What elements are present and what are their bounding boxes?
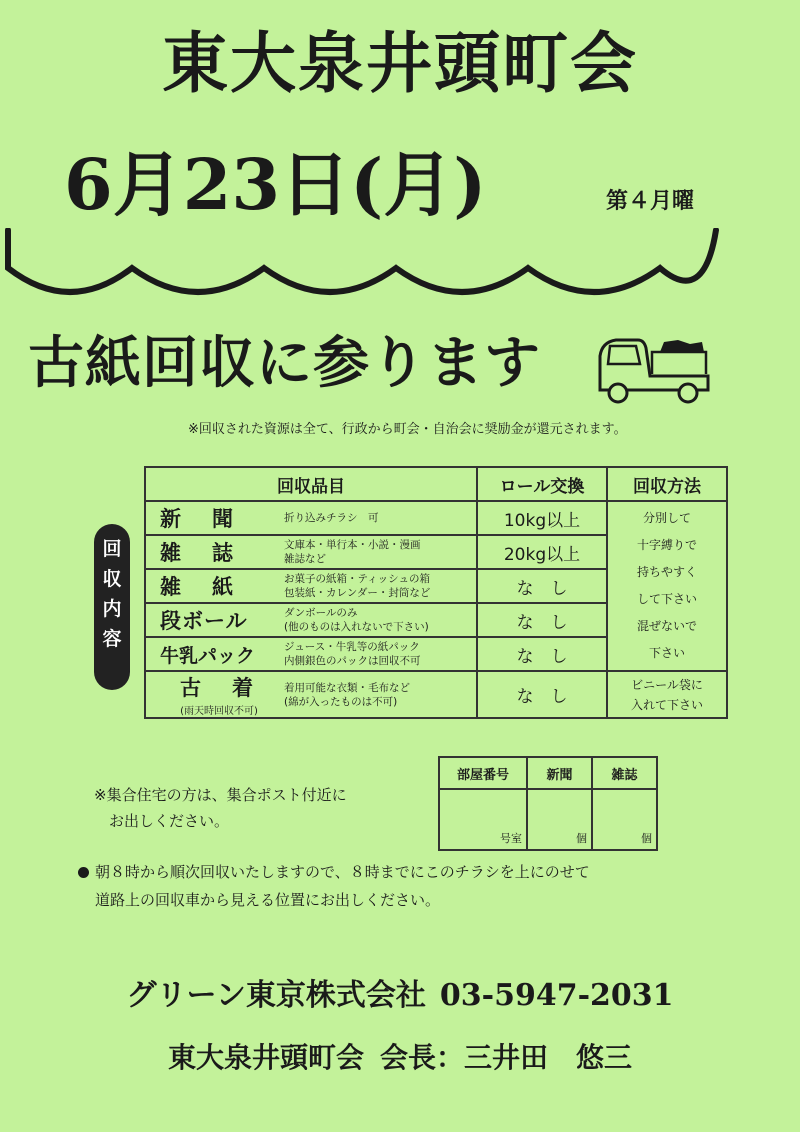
chair-name: 会長：三井田 悠三 (380, 1041, 633, 1074)
newspaper-count-field[interactable]: 個 (527, 789, 592, 850)
org-title: 東大泉井頭町会 (162, 24, 638, 102)
item-cell (145, 501, 477, 535)
item-name: 牛乳パック (160, 644, 256, 667)
apartment-note: ※集合住宅の方は、集合ポスト付近に お出しください。 (94, 786, 347, 830)
form-header-room: 部屋番号 (439, 757, 527, 789)
item-detail: 着用可能な衣類・毛布など (綿が入ったものは不可) (284, 681, 410, 708)
company-line (0, 970, 800, 1014)
header-method: 回収方法 (607, 467, 727, 501)
item-cell (145, 603, 477, 637)
headline: 古紙回収に参ります (28, 331, 541, 396)
collection-date: 6月23日(月) (64, 143, 487, 226)
method-clothes: ビニール袋に 入れて下さい (607, 671, 727, 718)
table-row (145, 671, 727, 718)
company-name: グリーン東京株式会社 (126, 978, 426, 1013)
roll-exchange: 10kg以上 (477, 501, 607, 535)
subsidy-note: ※回収された資源は全て、行政から町会・自治会に奨励金が還元されます。 (188, 422, 627, 437)
item-detail: お菓子の紙箱・ティッシュの箱 包装紙・カレンダー・封筒など (284, 573, 431, 599)
form-header-magazine: 雑誌 (592, 757, 657, 789)
truck-icon (594, 330, 714, 406)
chair-line (0, 1036, 800, 1076)
roll-exchange: な し (477, 671, 607, 718)
roll-exchange: な し (477, 637, 607, 671)
item-name: 雑 紙 (160, 575, 238, 599)
item-detail: 文庫本・単行本・小説・漫画 雑誌など (284, 539, 421, 565)
item-name (146, 672, 278, 717)
item-cell (145, 671, 477, 718)
item-cell (145, 535, 477, 569)
fill-in-form (438, 756, 658, 851)
roll-exchange: な し (477, 569, 607, 603)
method-main: 分別して 十字縛りで 持ちやすく して下さい 混ぜないで 下さい (607, 501, 727, 671)
timing-note (78, 858, 590, 914)
item-cell (145, 569, 477, 603)
header-items: 回収品目 (145, 467, 477, 501)
item-name-text: 古 着 (180, 676, 258, 700)
roll-exchange: 20kg以上 (477, 535, 607, 569)
wave-divider (0, 228, 800, 318)
timing-line-1: 朝８時から順次回収いたしますので、８時までにこのチラシを上にのせて (95, 863, 590, 881)
timing-line-2: 道路上の回収車から見える位置にお出しください。 (95, 891, 441, 909)
bullet-icon (78, 867, 89, 878)
roll-exchange: な し (477, 603, 607, 637)
item-cell (145, 637, 477, 671)
chair-org: 東大泉井頭町会 (167, 1041, 364, 1074)
item-name: 新 聞 (160, 507, 238, 531)
item-detail: ダンボールのみ (他のものは入れないで下さい) (284, 607, 429, 633)
room-number-field[interactable]: 号室 (439, 789, 527, 850)
collection-items-table (144, 466, 728, 719)
collection-contents-tag (94, 524, 130, 690)
form-header-newspaper: 新聞 (527, 757, 592, 789)
week-label: 第４月曜 (606, 188, 695, 214)
table-row (145, 501, 727, 535)
item-name: 雑 誌 (160, 541, 238, 565)
header-roll-exchange: ロール交換 (477, 467, 607, 501)
magazine-count-field[interactable]: 個 (592, 789, 657, 850)
item-detail: ジュース・牛乳等の紙パック 内側銀色のパックは回収不可 (284, 641, 421, 667)
item-name-sub: (雨天時回収不可) (180, 706, 258, 717)
item-name: 段ボール (160, 609, 248, 633)
item-detail: 折り込みチラシ 可 (284, 512, 379, 524)
phone-number: 03-5947-2031 (439, 978, 674, 1013)
collection-contents-label: 回 収 内 容 (102, 538, 122, 650)
